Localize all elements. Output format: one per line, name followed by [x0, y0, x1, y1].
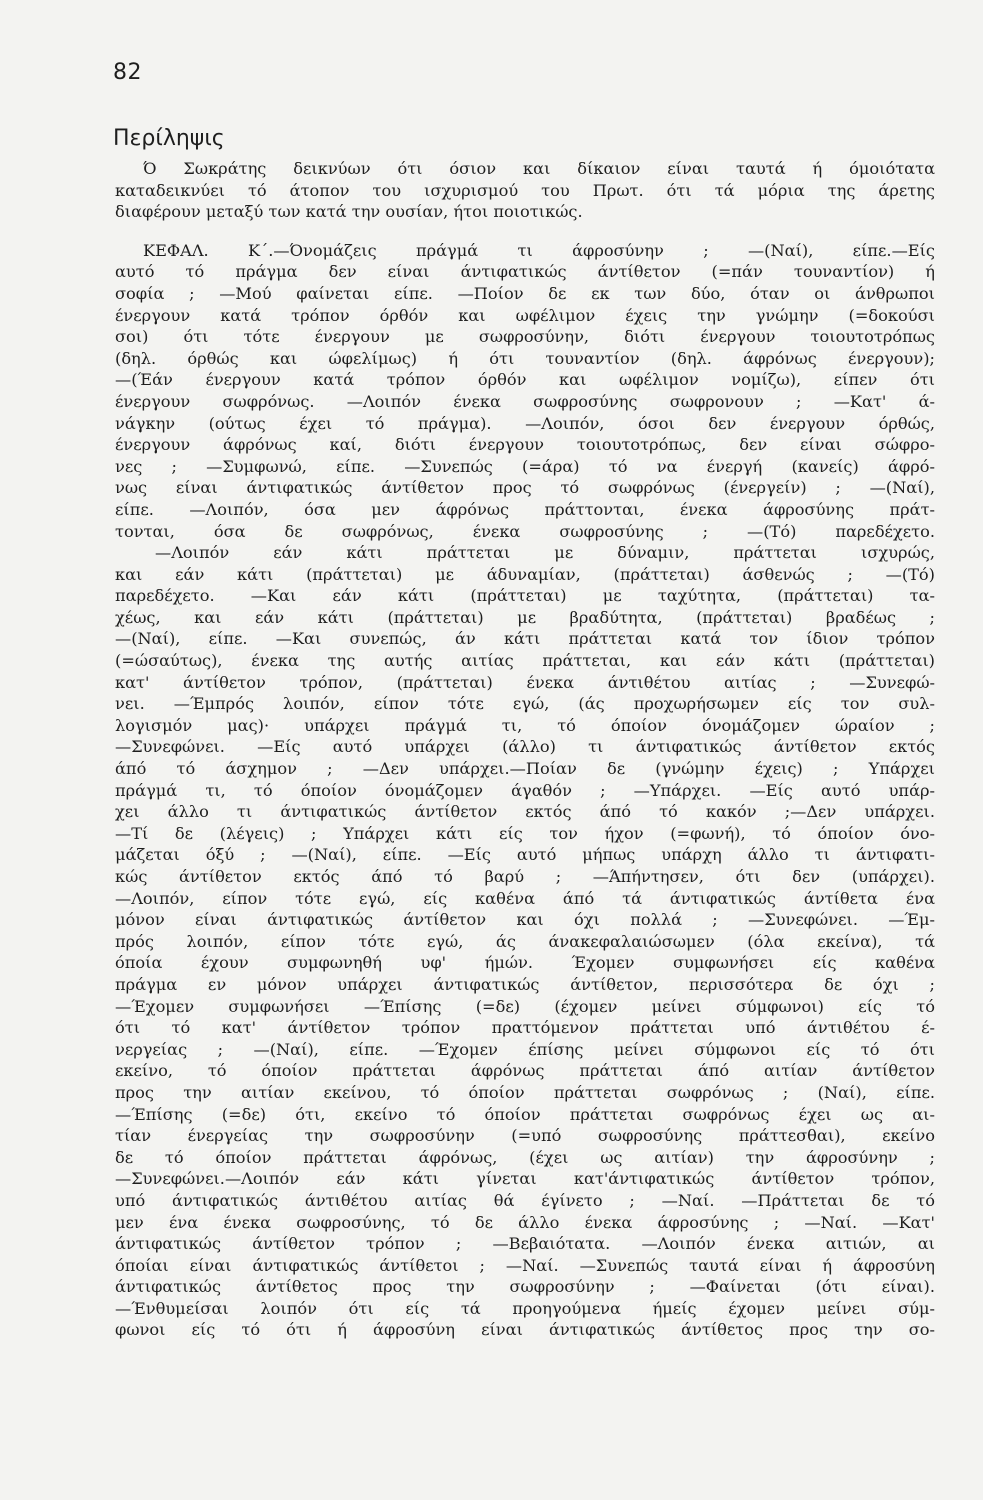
text-line: (=ώσαύτως), ένεκα της αυτής αιτίας πράττεται, και εάν κάτι (πράττεται) — [115, 651, 935, 671]
text-line: πράγμα εν μόνον υπάρχει άντιφατικώς άντίθετον, περισσότερα δε όχι ; — [115, 974, 935, 994]
text-line: τίαν ένεργείας την σωφροσύνην (=υπό σωφροσύνης πράττεσθαι), εκείνο — [115, 1126, 935, 1146]
text-line: —Ένθυμείσαι λοιπόν ότι είς τά προηγούμενα ήμείς έχομεν μείνει σύμ- — [115, 1298, 935, 1318]
text-line: ΚΕΦΑΛ. Κ΄.—Όνομάζεις πράγμά τι άφροσύνην ; —(Ναί), είπε.—Είς — [143, 240, 935, 260]
text-line: μεν ένα ένεκα σωφροσύνης, τό δε άλλο ένεκα άφροσύνης ; —Ναί. —Κατ' — [115, 1212, 935, 1232]
text-line: διαφέρουν μεταξύ των κατά την ουσίαν, ήτοι ποιοτικώς. — [115, 202, 583, 222]
text-line: τονται, όσα δε σωφρόνως, ένεκα σωφροσύνης ; —(Τό) παρεδέχετο. — [115, 521, 935, 541]
page-number: 82 — [113, 60, 142, 85]
text-line: μόνον είναι άντιφατικώς άντίθετον και όχι πολλά ; —Συνεφώνει. —Έμ- — [115, 910, 935, 930]
text-line: προς την αιτίαν εκείνου, τό όποίον πράττεται σωφρόνως ; (Ναί), είπε. — [115, 1082, 935, 1102]
section-heading: Περίληψις — [113, 126, 225, 151]
text-line: λογισμόν μας)· υπάρχει πράγμά τι, τό όποίον όνομάζομεν ώραίον ; — [115, 715, 935, 735]
text-line: καταδεικνύει τό άτοπον του ισχυρισμού του Πρωτ. ότι τά μόρια της άρετης — [115, 180, 935, 200]
text-line: κώς άντίθετον εκτός άπό τό βαρύ ; —Άπήντησεν, ότι δεν (υπάρχει). — [115, 867, 935, 886]
text-line: χέως, και εάν κάτι (πράττεται) με βραδύτητα, (πράττεται) βραδέως ; — [115, 607, 935, 627]
text-line: —Έπίσης (=δε) ότι, εκείνο τό όποίον πράττεται σωφρόνως έχει ως αι- — [115, 1104, 935, 1124]
text-line: —Τί δε (λέγεις) ; Υπάρχει κάτι είς τον ήχον (=φωνή), τό όποίον όνο- — [115, 823, 935, 843]
text-line: φωνοι είς τό ότι ή άφροσύνη είναι άντιφατικώς άντίθετος προς την σο- — [115, 1320, 935, 1340]
text-line: νάγκην (ούτως έχει τό πράγμα). —Λοιπόν, όσοι δεν ένεργουν όρθώς, — [115, 413, 935, 433]
text-line: νες ; —Συμφωνώ, είπε. —Συνεπώς (=άρα) τό να ένεργή (κανείς) άφρό- — [115, 456, 935, 476]
text-line: εκείνο, τό όποίον πράττεται άφρόνως πράττεται άπό αιτίαν άντίθετον — [115, 1061, 935, 1081]
text-line: υπό άντιφατικώς άντιθέτου αιτίας θά έγίνετο ; —Ναί. —Πράττεται δε τό — [115, 1190, 935, 1210]
body-text — [115, 158, 935, 1341]
text-line: άπό τό άσχημον ; —Δεν υπάρχει.—Ποίαν δε (γνώμην έχεις) ; Υπάρχει — [115, 759, 935, 779]
text-line: —Έχομεν συμφωνήσει —Έπίσης (=δε) (έχομεν μείνει σύμφωνοι) είς τό — [115, 996, 935, 1016]
text-line: πράγμά τι, τό όποίον όνομάζομεν άγαθόν ; —Υπάρχει. —Είς αυτό υπάρ- — [115, 780, 935, 800]
chapter-paragraph — [115, 240, 935, 542]
text-line: άντιφατικώς άντίθετος προς την σωφροσύνην ; —Φαίνεται (ότι είναι). — [115, 1277, 935, 1297]
summary-paragraph — [115, 158, 935, 223]
text-line: ένεργουν σωφρόνως. —Λοιπόν ένεκα σωφροσύνης σωφρονουν ; —Κατ' ά- — [115, 391, 935, 411]
text-line: δε τό όποίον πράττεται άφρόνως, (έχει ως αιτίαν) την άφροσύνην ; — [115, 1147, 935, 1167]
text-line: νεργείας ; —(Ναί), είπε. —Έχομεν έπίσης μείνει σύμφωνοι είς τό ότι — [115, 1039, 935, 1059]
text-line: νως είναι άντιφατικώς άντίθετον προς τό σωφρόνως (ένεργείν) ; —(Ναί), — [115, 478, 935, 498]
text-line: αυτό τό πράγμα δεν είναι άντιφατικώς άντίθετον (=πάν τουναντίον) ή — [115, 262, 935, 282]
text-line: σοφία ; —Μού φαίνεται είπε. —Ποίον δε εκ των δύο, όταν οι άνθρωποι — [115, 283, 935, 303]
text-line: —(Ναί), είπε. —Και συνεπώς, άν κάτι πράττεται κατά τον ίδιον τρόπον — [115, 629, 935, 649]
text-line: ένεργουν άφρόνως καί, διότι ένεργουν τοιουτοτρόπως, δεν είναι σώφρο- — [115, 435, 935, 455]
text-line: —Λοιπόν, είπον τότε εγώ, είς καθένα άπό τά άντιφατικώς άντίθετα ένα — [115, 888, 935, 908]
text-line: είπε. —Λοιπόν, όσα μεν άφρόνως πράττονται, ένεκα άφροσύνης πράτ- — [115, 499, 935, 519]
paragraph-gap — [115, 223, 935, 240]
text-line: νει. —Έμπρός λοιπόν, είπον τότε εγώ, (άς προχωρήσωμεν είς τον συλ- — [115, 694, 935, 714]
text-line: όποία έχουν συμφωνηθή υφ' ήμών. Έχομεν συμφωνήσει είς καθένα — [115, 953, 935, 973]
text-line: κατ' άντίθετον τρόπον, (πράττεται) ένεκα άντιθέτου αιτίας ; —Συνεφώ- — [115, 672, 935, 692]
text-line: παρεδέχετο. —Και εάν κάτι (πράττεται) με ταχύτητα, (πράττεται) τα- — [115, 586, 935, 606]
text-line: πρός λοιπόν, είπον τότε εγώ, άς άνακεφαλαιώσωμεν (όλα εκείνα), τά — [115, 931, 935, 951]
text-line: ένεργουν κατά τρόπον όρθόν και ωφέλιμον έχεις την γνώμην (=δοκούσι — [115, 305, 935, 325]
text-line: —Συνεφώνει. —Είς αυτό υπάρχει (άλλο) τι άντιφατικώς άντίθετον εκτός — [115, 737, 935, 757]
text-line: χει άλλο τι άντιφατικώς άντίθετον εκτός άπό τό κακόν ;—Δεν υπάρχει. — [115, 802, 935, 822]
text-line: και εάν κάτι (πράττεται) με άδυναμίαν, (πράττεται) άσθενώς ; —(Τό) — [115, 564, 935, 584]
text-line: Ό Σωκράτης δεικνύων ότι όσιον και δίκαιον είναι ταυτά ή όμοιότατα — [143, 159, 935, 178]
text-line: —Συνεφώνει.—Λοιπόν εάν κάτι γίνεται κατ'άντιφατικώς άντίθετον τρόπον, — [115, 1169, 935, 1189]
text-line: μάζεται όξύ ; —(Ναί), είπε. —Είς αυτό μήπως υπάρχη άλλο τι άντιφατι- — [115, 845, 935, 865]
text-line: —(Έάν ένεργουν κατά τρόπον όρθόν και ωφέλιμον νομίζω), είπεν ότι — [115, 370, 935, 390]
continuation-paragraph — [115, 542, 935, 1341]
text-line: —Λοιπόν εάν κάτι πράττεται με δύναμιν, πράττεται ισχυρώς, — [155, 543, 935, 563]
text-line: σοι) ότι τότε ένεργουν με σωφροσύνην, διότι ένεργουν τοιουτοτρόπως — [115, 327, 935, 347]
text-line: άντιφατικώς άντίθετον τρόπον ; —Βεβαιότατα. —Λοιπόν ένεκα αιτιών, αι — [115, 1234, 935, 1254]
text-line: όποίαι είναι άντιφατικώς άντίθετοι ; —Ναί. —Συνεπώς ταυτά είναι ή άφροσύνη — [115, 1255, 935, 1275]
text-line: (δηλ. όρθώς και ώφελίμως) ή ότι τουναντίον (δηλ. άφρόνως ένεργουν); — [115, 348, 935, 368]
text-line: ότι τό κατ' άντίθετον τρόπον πραττόμενον πράττεται υπό άντιθέτου έ- — [115, 1018, 935, 1038]
